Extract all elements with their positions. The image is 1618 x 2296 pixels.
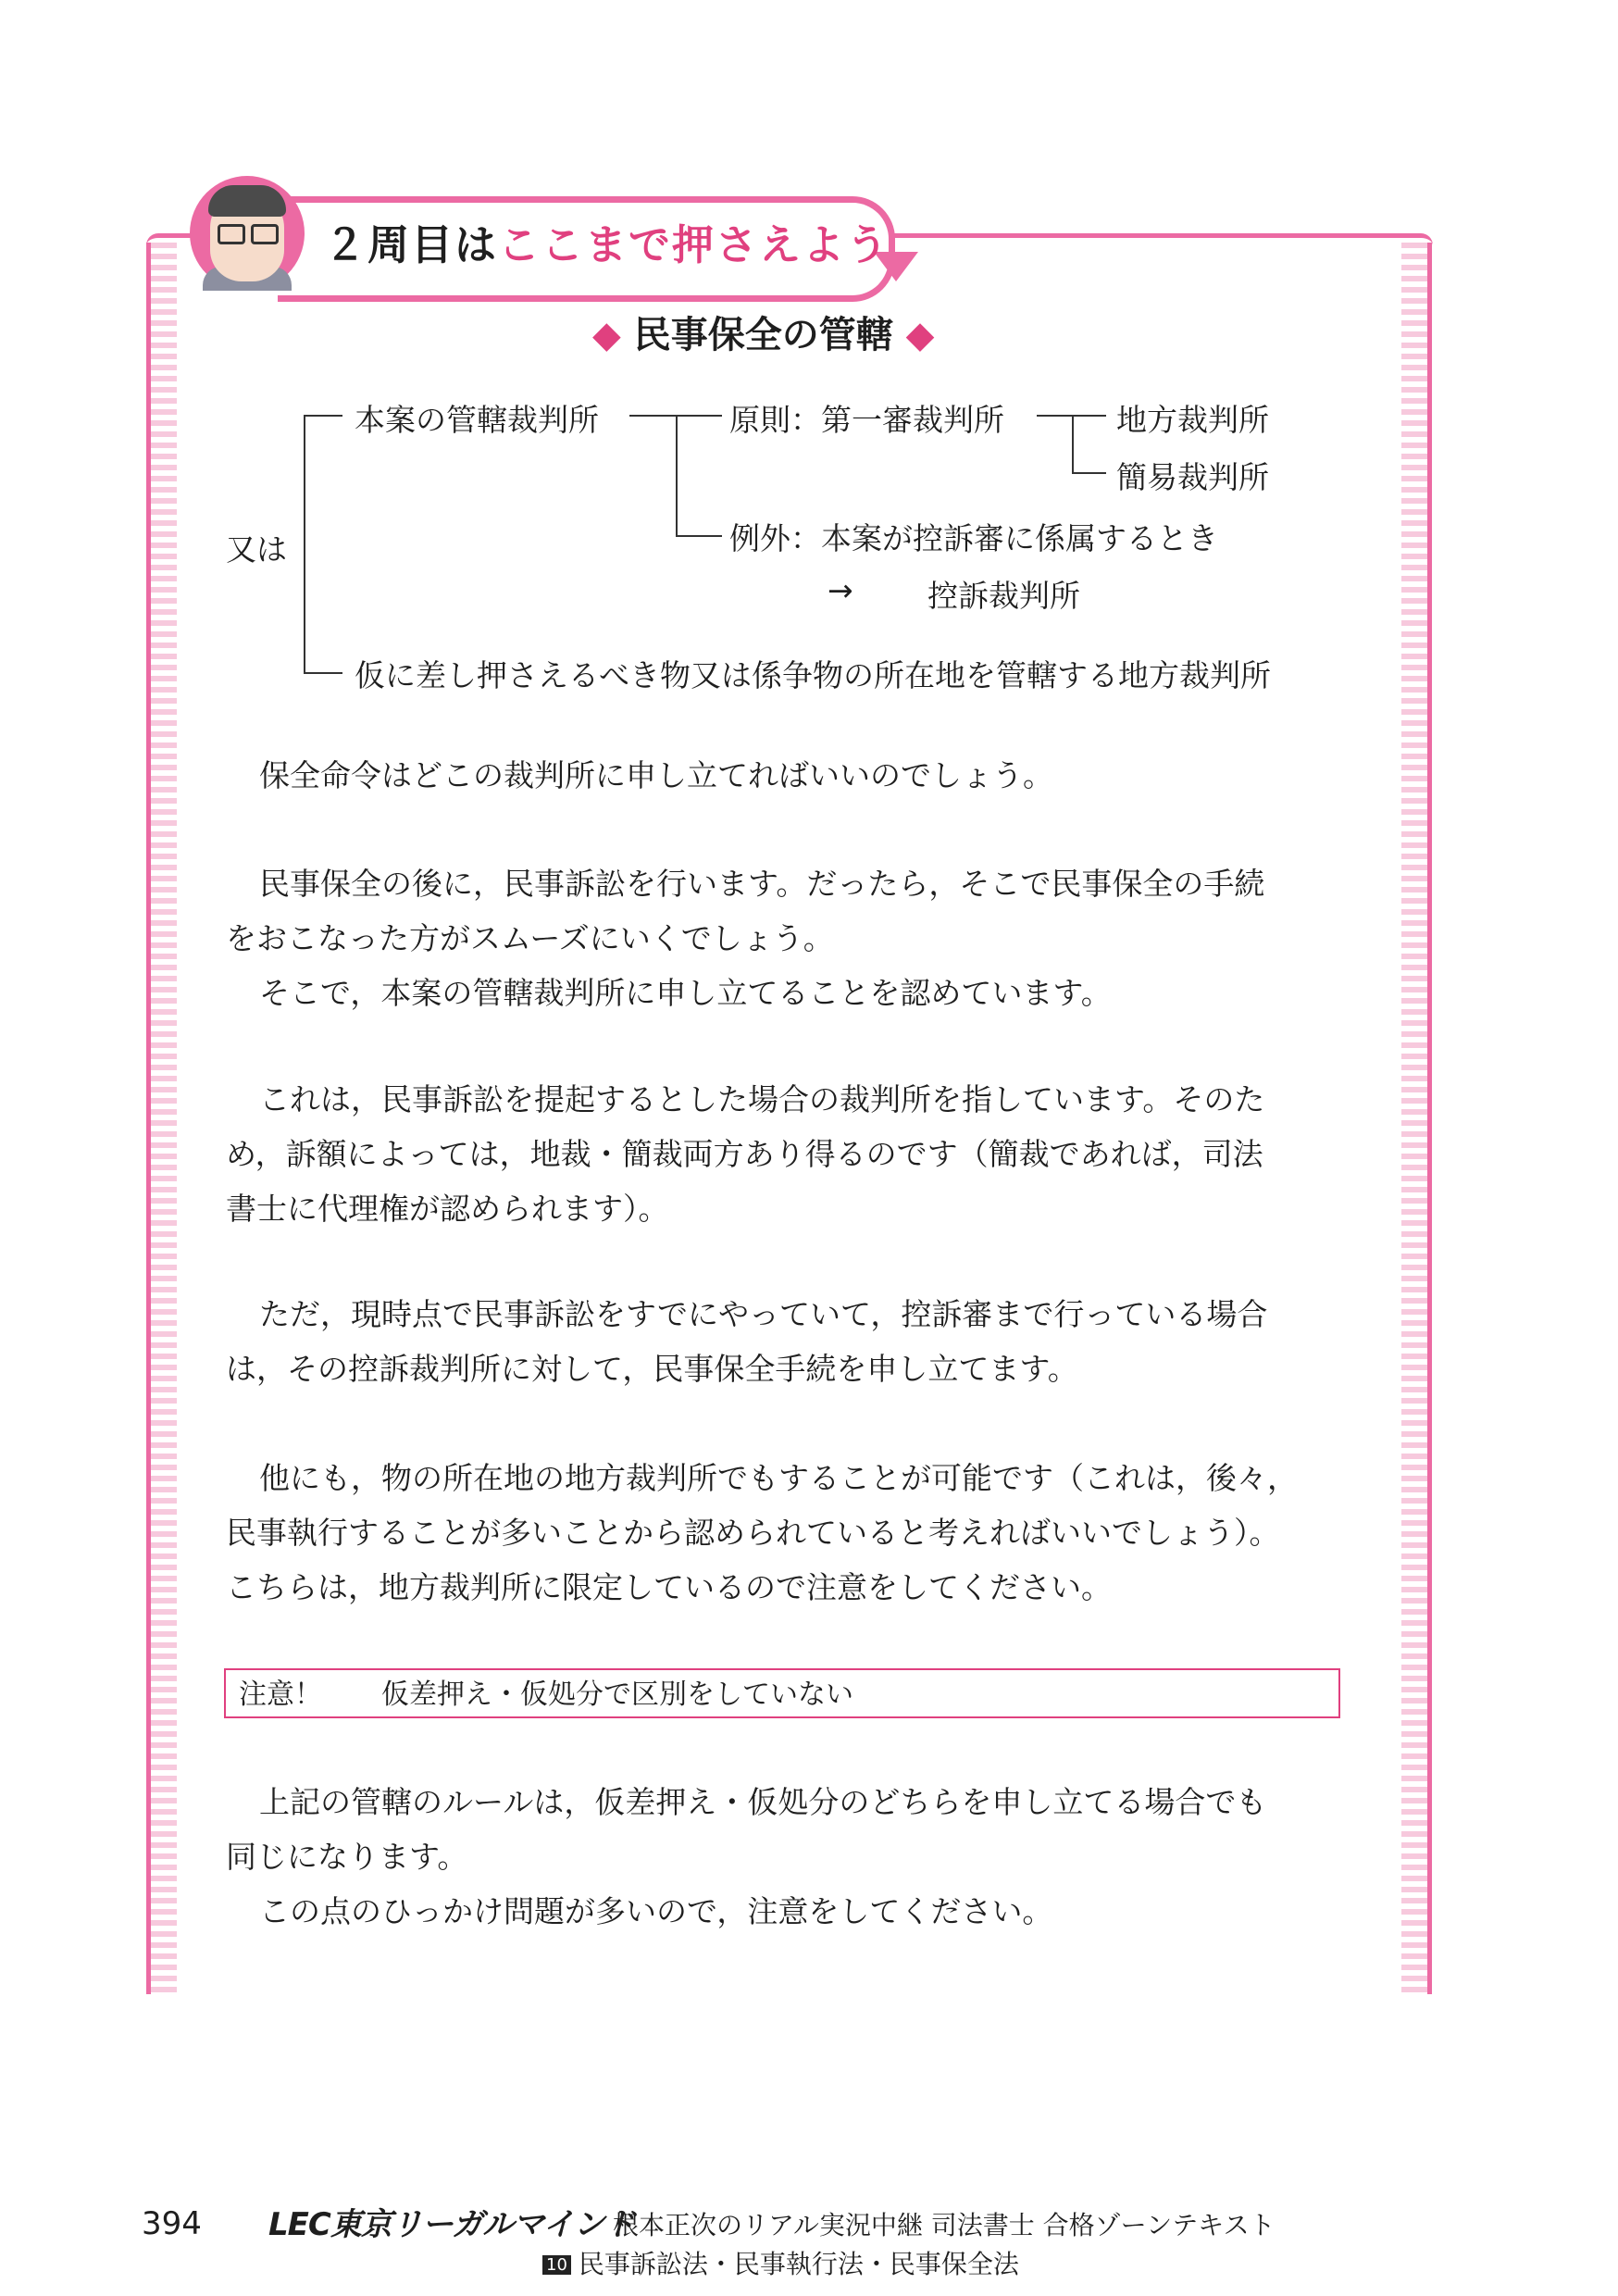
diagram-line (676, 535, 722, 537)
rule-label: 原則：第一審裁判所 (729, 402, 1004, 438)
summary-court: 簡易裁判所 (1116, 459, 1269, 495)
paragraph-line: をおこなった方がスムーズにいくでしょう。 (226, 920, 834, 956)
paragraph-line: ただ，現時点で民事訴訟をすでにやっていて，控訴審まで行っている場合 (259, 1296, 1268, 1332)
book-subtitle (542, 2244, 1019, 2281)
paragraph-line: 保全命令はどこの裁判所に申し立てればいいのでしょう。 (259, 757, 1053, 793)
paragraph (226, 1072, 1364, 1236)
arrow-icon: → (828, 572, 853, 608)
diagram-line (304, 415, 305, 672)
diagram-line (1072, 415, 1074, 472)
district-court: 地方裁判所 (1116, 402, 1269, 438)
appeal-court: 控訴裁判所 (927, 578, 1080, 614)
caution-text: 仮差押え・仮処分で区別をしていない (381, 1678, 853, 1711)
paragraph-line: これは，民事訴訟を提起するとした場合の裁判所を指しています。そのた (259, 1081, 1265, 1117)
diagram-line (1072, 472, 1106, 474)
page-number: 394 (142, 2205, 202, 2242)
paragraph (226, 1287, 1364, 1396)
diamond-icon: ◆ (592, 314, 621, 356)
paragraph-line: 上記の管轄のルールは，仮差押え・仮処分のどちらを申し立てる場合でも (259, 1784, 1267, 1820)
paragraph-line: この点のひっかけ問題が多いので，注意をしてください。 (259, 1893, 1053, 1929)
diagram-line (676, 415, 678, 535)
paragraph-line: そこで，本案の管轄裁判所に申し立てることを認めています。 (259, 975, 1112, 1011)
caution-label: 注意！ (239, 1678, 322, 1711)
branch-location-court: 仮に差し押さえるべき物又は係争物の所在地を管轄する地方裁判所 (355, 657, 1271, 693)
diamond-icon: ◆ (905, 314, 935, 356)
paragraph-line: 同じになります。 (226, 1839, 468, 1875)
author-avatar (190, 176, 305, 291)
paragraph-line: 民事執行することが多いことから認められていると考えればいいでしょう）。 (226, 1515, 1280, 1551)
paragraph-line: 他にも，物の所在地の地方裁判所でもすることが可能です（これは，後々， (259, 1460, 1298, 1496)
header-title-prefix: ２周目は (324, 220, 499, 269)
frame-left-border (146, 243, 177, 1994)
paragraph-line: 民事保全の後に，民事訴訟を行います。だったら，そこで民事保全の手続 (259, 866, 1265, 902)
branch-main-court: 本案の管轄裁判所 (355, 402, 599, 438)
section-title (592, 306, 934, 358)
diagram-line (304, 415, 342, 417)
subtitle-text: 民事訴訟法・民事執行法・民事保全法 (578, 2249, 1019, 2279)
paragraph (226, 856, 1364, 1020)
exception-label: 例外：本案が控訴審に係属するとき (729, 520, 1218, 556)
volume-badge: 10 (542, 2255, 571, 2275)
header-title-emphasis: ここまで押さえよう (498, 220, 890, 269)
paragraph (226, 1775, 1364, 1939)
or-label: 又は (226, 531, 287, 568)
diagram-line (304, 672, 342, 674)
paragraph-line: め，訴額によっては，地裁・簡裁両方あり得るのです（簡裁であれば，司法 (226, 1136, 1263, 1172)
paragraph (226, 1451, 1364, 1615)
publisher-logo: LEC東京リーガルマインド (268, 2206, 635, 2243)
frame-right-border (1401, 243, 1432, 1994)
caution-box (224, 1668, 1340, 1718)
section-title-text: 民事保全の管轄 (633, 314, 893, 356)
header-title (324, 211, 890, 271)
book-title: 根本正次のリアル実況中継 司法書士 合格ゾーンテキスト (613, 2210, 1276, 2240)
paragraph-line: 書士に代理権が認められます）。 (226, 1191, 669, 1227)
paragraph-line: は，その控訴裁判所に対して，民事保全手続を申し立てます。 (226, 1351, 1078, 1387)
paragraph-line: こちらは，地方裁判所に限定しているので注意をしてください。 (226, 1569, 1112, 1605)
paragraph (226, 748, 1364, 803)
